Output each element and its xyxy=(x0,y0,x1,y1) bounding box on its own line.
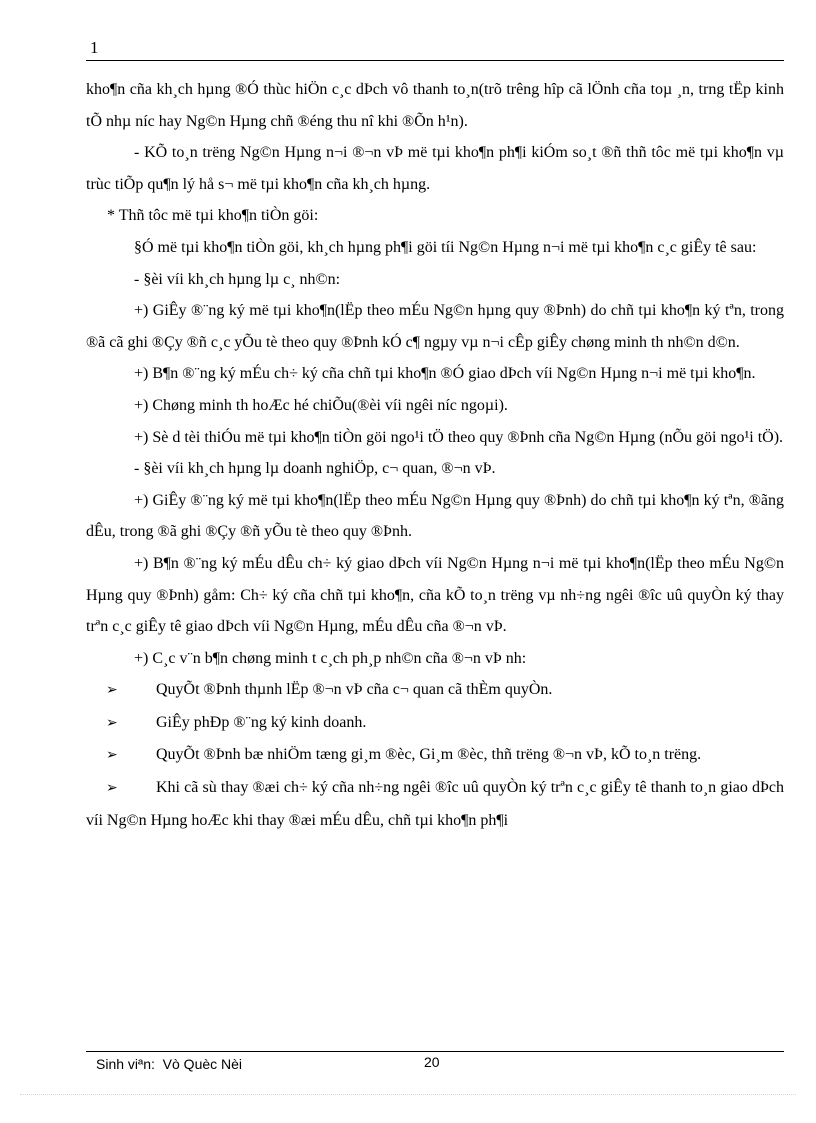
bullet-text: QuyÕt ®Þnh thµnh lËp ®¬n vÞ cña c¬ quan cã thÈm quyÒn. xyxy=(156,681,553,699)
paragraph: +) Sè d tèi thiÓu më tµi kho¶n tiÒn göi ngo¹i tÖ theo quy ®Þnh cña Ng©n Hµng (nÕu göi ngo¹i tÖ). xyxy=(134,428,784,446)
arrow-bullet-icon: ➢ xyxy=(106,780,118,797)
paragraph: - KÕ to¸n trëng Ng©n Hµng n¬i ®¬n vÞ më tµi kho¶n ph¶i kiÓm so¸t ®ñ thñ tôc më tµi kho¶n vµ trùc tiÕp qu¶n lý hå s¬ më tµi kho¶n cña kh¸ch hµng. xyxy=(86,144,784,193)
bullet-item xyxy=(86,739,784,772)
page-edge-divider xyxy=(20,1094,796,1095)
header-rule xyxy=(86,60,784,61)
bullet-text: Khi cã sù thay ®æi ch÷ ký cña nh÷ng ngêi ®îc uû quyÒn ký trªn c¸c giÊy tê thanh to¸n giao dÞch víi Ng©n Hµng hoÆc khi thay ®æi mÉu dÊu, chñ tµi kho¶n ph¶i xyxy=(86,779,784,829)
document-body xyxy=(86,74,784,836)
page-marker: 1 xyxy=(90,38,99,57)
arrow-bullet-icon: ➢ xyxy=(106,714,118,731)
section-heading: * Thñ tôc më tµi kho¶n tiÒn göi: xyxy=(107,207,319,225)
paragraph: kho¶n cña kh¸ch hµng ®Ó thùc hiÖn c¸c dÞch vô thanh to¸n(trõ trêng hîp cã lÖnh cña toµ ¸n, trng tËp kinh tÕ nhµ níc hay Ng©n Hµng chñ ®éng thu nî khi ®Õn h¹n). xyxy=(86,81,784,130)
student-label: Sinh viªn: xyxy=(96,1056,155,1072)
footer-page-number: 20 xyxy=(424,1054,440,1070)
paragraph: +) Chøng minh th hoÆc hé chiÕu(®èi víi ngêi níc ngoµi). xyxy=(134,396,508,414)
arrow-bullet-icon: ➢ xyxy=(106,747,118,764)
paragraph: §Ó më tµi kho¶n tiÒn göi, kh¸ch hµng ph¶i göi tíi Ng©n Hµng n¬i më tµi kho¶n c¸c giÊy tê sau: xyxy=(134,238,757,256)
bullet-item xyxy=(86,772,784,836)
bullet-text: QuyÕt ®Þnh bæ nhiÖm tæng gi¸m ®èc, Gi¸m ®èc, thñ trëng ®¬n vÞ, kÕ to¸n trëng. xyxy=(156,746,702,764)
student-name: Vò Quèc Nèi xyxy=(162,1056,243,1072)
paragraph: +) GiÊy ®¨ng ký më tµi kho¶n(lËp theo mÉu Ng©n hµng quy ®Þnh) do chñ tµi kho¶n ký tªn, trong ®ã cã ghi ®Çy ®ñ c¸c yÕu tè theo quy ®Þnh kÓ c¶ ngµy vµ n¬i cÊp giÊy chøng minh th nh©n d©n. xyxy=(86,302,784,351)
paragraph: +) C¸c v¨n b¶n chøng minh t c¸ch ph¸p nh©n cña ®¬n vÞ nh: xyxy=(134,649,527,667)
paragraph: - §èi víi kh¸ch hµng lµ doanh nghiÖp, c¬ quan, ®¬n vÞ. xyxy=(134,460,496,478)
paragraph: +) B¶n ®¨ng ký mÉu ch÷ ký cña chñ tµi kho¶n ®Ó giao dÞch víi Ng©n Hµng n¬i më tµi kho¶n. xyxy=(134,365,756,383)
paragraph: - §èi víi kh¸ch hµng lµ c¸ nh©n: xyxy=(134,270,341,288)
arrow-bullet-icon: ➢ xyxy=(106,682,118,699)
bullet-item xyxy=(86,707,784,740)
footer-rule xyxy=(86,1051,784,1052)
bullet-text: GiÊy phÐp ®¨ng ký kinh doanh. xyxy=(156,713,367,731)
paragraph: +) GiÊy ®¨ng ký më tµi kho¶n(lËp theo mÉu Ng©n Hµng quy ®Þnh) do chñ tµi kho¶n ký tªn, ®ãng dÊu, trong ®ã ghi ®Çy ®ñ yÕu tè theo quy ®Þnh. xyxy=(86,491,784,541)
paragraph: +) B¶n ®¨ng ký mÉu dÊu ch÷ ký giao dÞch víi Ng©n Hµng n¬i më tµi kho¶n(lËp theo mÉu Ng©n Hµng quy ®Þnh) gåm: Ch÷ ký cña chñ tµi kho¶n, cña kÕ to¸n trëng vµ nh÷ng ngêi ®îc uû quyÒn ký thay trªn c¸c giÊy tê giao dÞch víi Ng©n Hµng, mÉu dÊu cña ®¬n vÞ. xyxy=(86,554,784,636)
bullet-item xyxy=(86,674,784,707)
footer-author xyxy=(96,1056,242,1072)
